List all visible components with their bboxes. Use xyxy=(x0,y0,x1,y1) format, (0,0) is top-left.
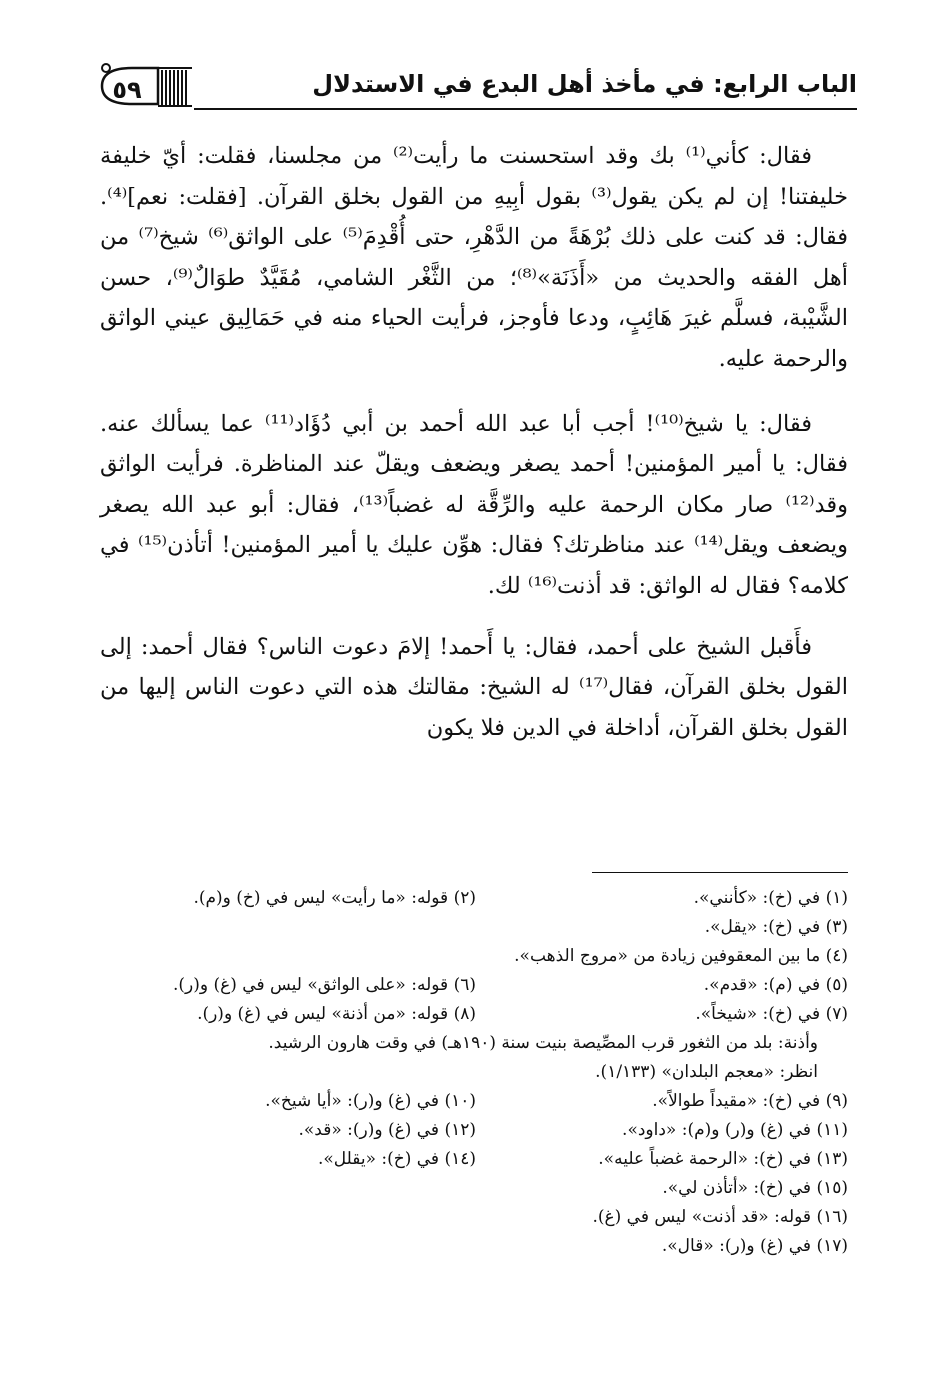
paragraph: فقال: كأني⁽¹⁾ بك وقد استحسنت ما رأيت⁽²⁾ من مجلسنا، فقلت: أيّ خليفة خليفتنا! إن لم يكن يقول⁽³⁾ بقول أبِيهِ من القول بخلق القرآن. [فقلت: نعم]⁽⁴⁾. فقال: قد كنت على ذلك بُرْهَةً من الدَّهْرِ، حتى أُقْدِمَ⁽⁵⁾ على الواثق⁽⁶⁾ شيخ⁽⁷⁾ من أهل الفقه والحديث من «أَذَنَة»⁽⁸⁾؛ من الثَّغْر الشامي، مُقَيَّدٌ طوَالٌ⁽⁹⁾، حسن الشَّيْبة، فسلَّم غيرَ هَائِبٍ، ودعا فأوجز، فرأيت الحياء منه في حَمَالِيق عيني الواثق والرحمة عليه. xyxy=(100,143,848,372)
paragraph: فأَقبل الشيخ على أحمد، فقال: يا أَحمد! إلامَ دعوت الناس؟ فقال أحمد: إلى القول بخلق القرآن، فقال⁽¹⁷⁾ له الشيخ: مقالتك هذه التي دعوت الناس إليها من القول بخلق القرآن، أداخلة في الدين فلا يكون xyxy=(100,633,848,741)
chapter-title: الباب الرابع: في مأخذ أهل البدع في الاستدلال xyxy=(312,70,857,98)
footnote-row xyxy=(100,884,848,913)
footnote: (١٧) في (غ) و(ر): «قال». xyxy=(661,1236,848,1256)
header-rule xyxy=(194,108,857,110)
footnote: (٨) قوله: «من أذنة» ليس في (غ) و(ر). xyxy=(197,1004,476,1024)
footnote-note: وأذنة: بلد من الثغور قرب المصِّيصة بنيت سنة (١٩٠هـ) في وقت هارون الرشيد. xyxy=(268,1033,818,1053)
page-number: ٥٩ xyxy=(112,76,142,104)
footnote: (٤) ما بين المعقوفين زيادة من «مروج الذهب». xyxy=(514,946,848,966)
footnote: (١٤) في (خ): «يقلل». xyxy=(317,1149,476,1169)
footnote-row xyxy=(100,1000,848,1029)
footnote-row xyxy=(100,1116,848,1145)
footnote: (٢) قوله: «ما رأيت» ليس في (خ) و(م). xyxy=(193,888,476,908)
footnote: (٩) في (خ): «مقيداً طوالاً». xyxy=(652,1091,848,1111)
footnote: (١٠) في (غ) و(ر): «أيا شيخ». xyxy=(265,1091,476,1111)
footnote-row xyxy=(100,1145,848,1174)
page-header xyxy=(92,56,857,116)
footnote: (١٣) في (خ): «الرحمة غضباً عليه». xyxy=(598,1149,848,1169)
footnote: (١٥) في (خ): «أتأذن لي». xyxy=(662,1178,848,1198)
main-text xyxy=(100,136,848,768)
paragraph: فقال: يا شيخ⁽¹⁰⁾! أجب أبا عبد الله أحمد بن أبي دُؤَاد⁽¹¹⁾ عما يسألك عنه. فقال: يا أمير المؤمنين! أحمد يصغر ويضعف ويقلّ عند المناظرة. فرأيت الواثق وقد⁽¹²⁾ صار مكان الرحمة عليه والرِّقَّة له غضباً⁽¹³⁾، فقال: أبو عبد الله يصغر ويضعف ويقل⁽¹⁴⁾ عند مناظرتك؟ فقال: هوِّن عليك يا أمير المؤمنين! أتأذن⁽¹⁵⁾ في كلامه؟ فقال له الواثق: قد أذنت⁽¹⁶⁾ لك. xyxy=(100,410,848,599)
footnote: (٦) قوله: «على الواثق» ليس في (غ) و(ر). xyxy=(172,975,476,995)
page-number-frame xyxy=(92,70,188,110)
footnote-separator xyxy=(592,872,848,873)
footnote: (٣) في (خ): «يقل». xyxy=(704,917,848,937)
footnote-row xyxy=(100,1087,848,1116)
footnotes xyxy=(100,884,848,1261)
footnote: (١١) في (غ) و(ر) و(م): «داود». xyxy=(622,1120,848,1140)
footnote: (١) في (خ): «كأنني». xyxy=(693,888,848,908)
footnote: (٧) في (خ): «شيخاً». xyxy=(695,1004,848,1024)
footnote-row xyxy=(100,971,848,1000)
footnote: (١٢) في (غ) و(ر): «قد». xyxy=(298,1120,476,1140)
footnote: (٥) في (م): «قدم». xyxy=(703,975,848,995)
footnote: (١٦) قوله: «قد أذنت» ليس في (غ). xyxy=(592,1207,848,1227)
footnote-note: انظر: «معجم البلدان» (١/١٣٣). xyxy=(595,1062,818,1082)
